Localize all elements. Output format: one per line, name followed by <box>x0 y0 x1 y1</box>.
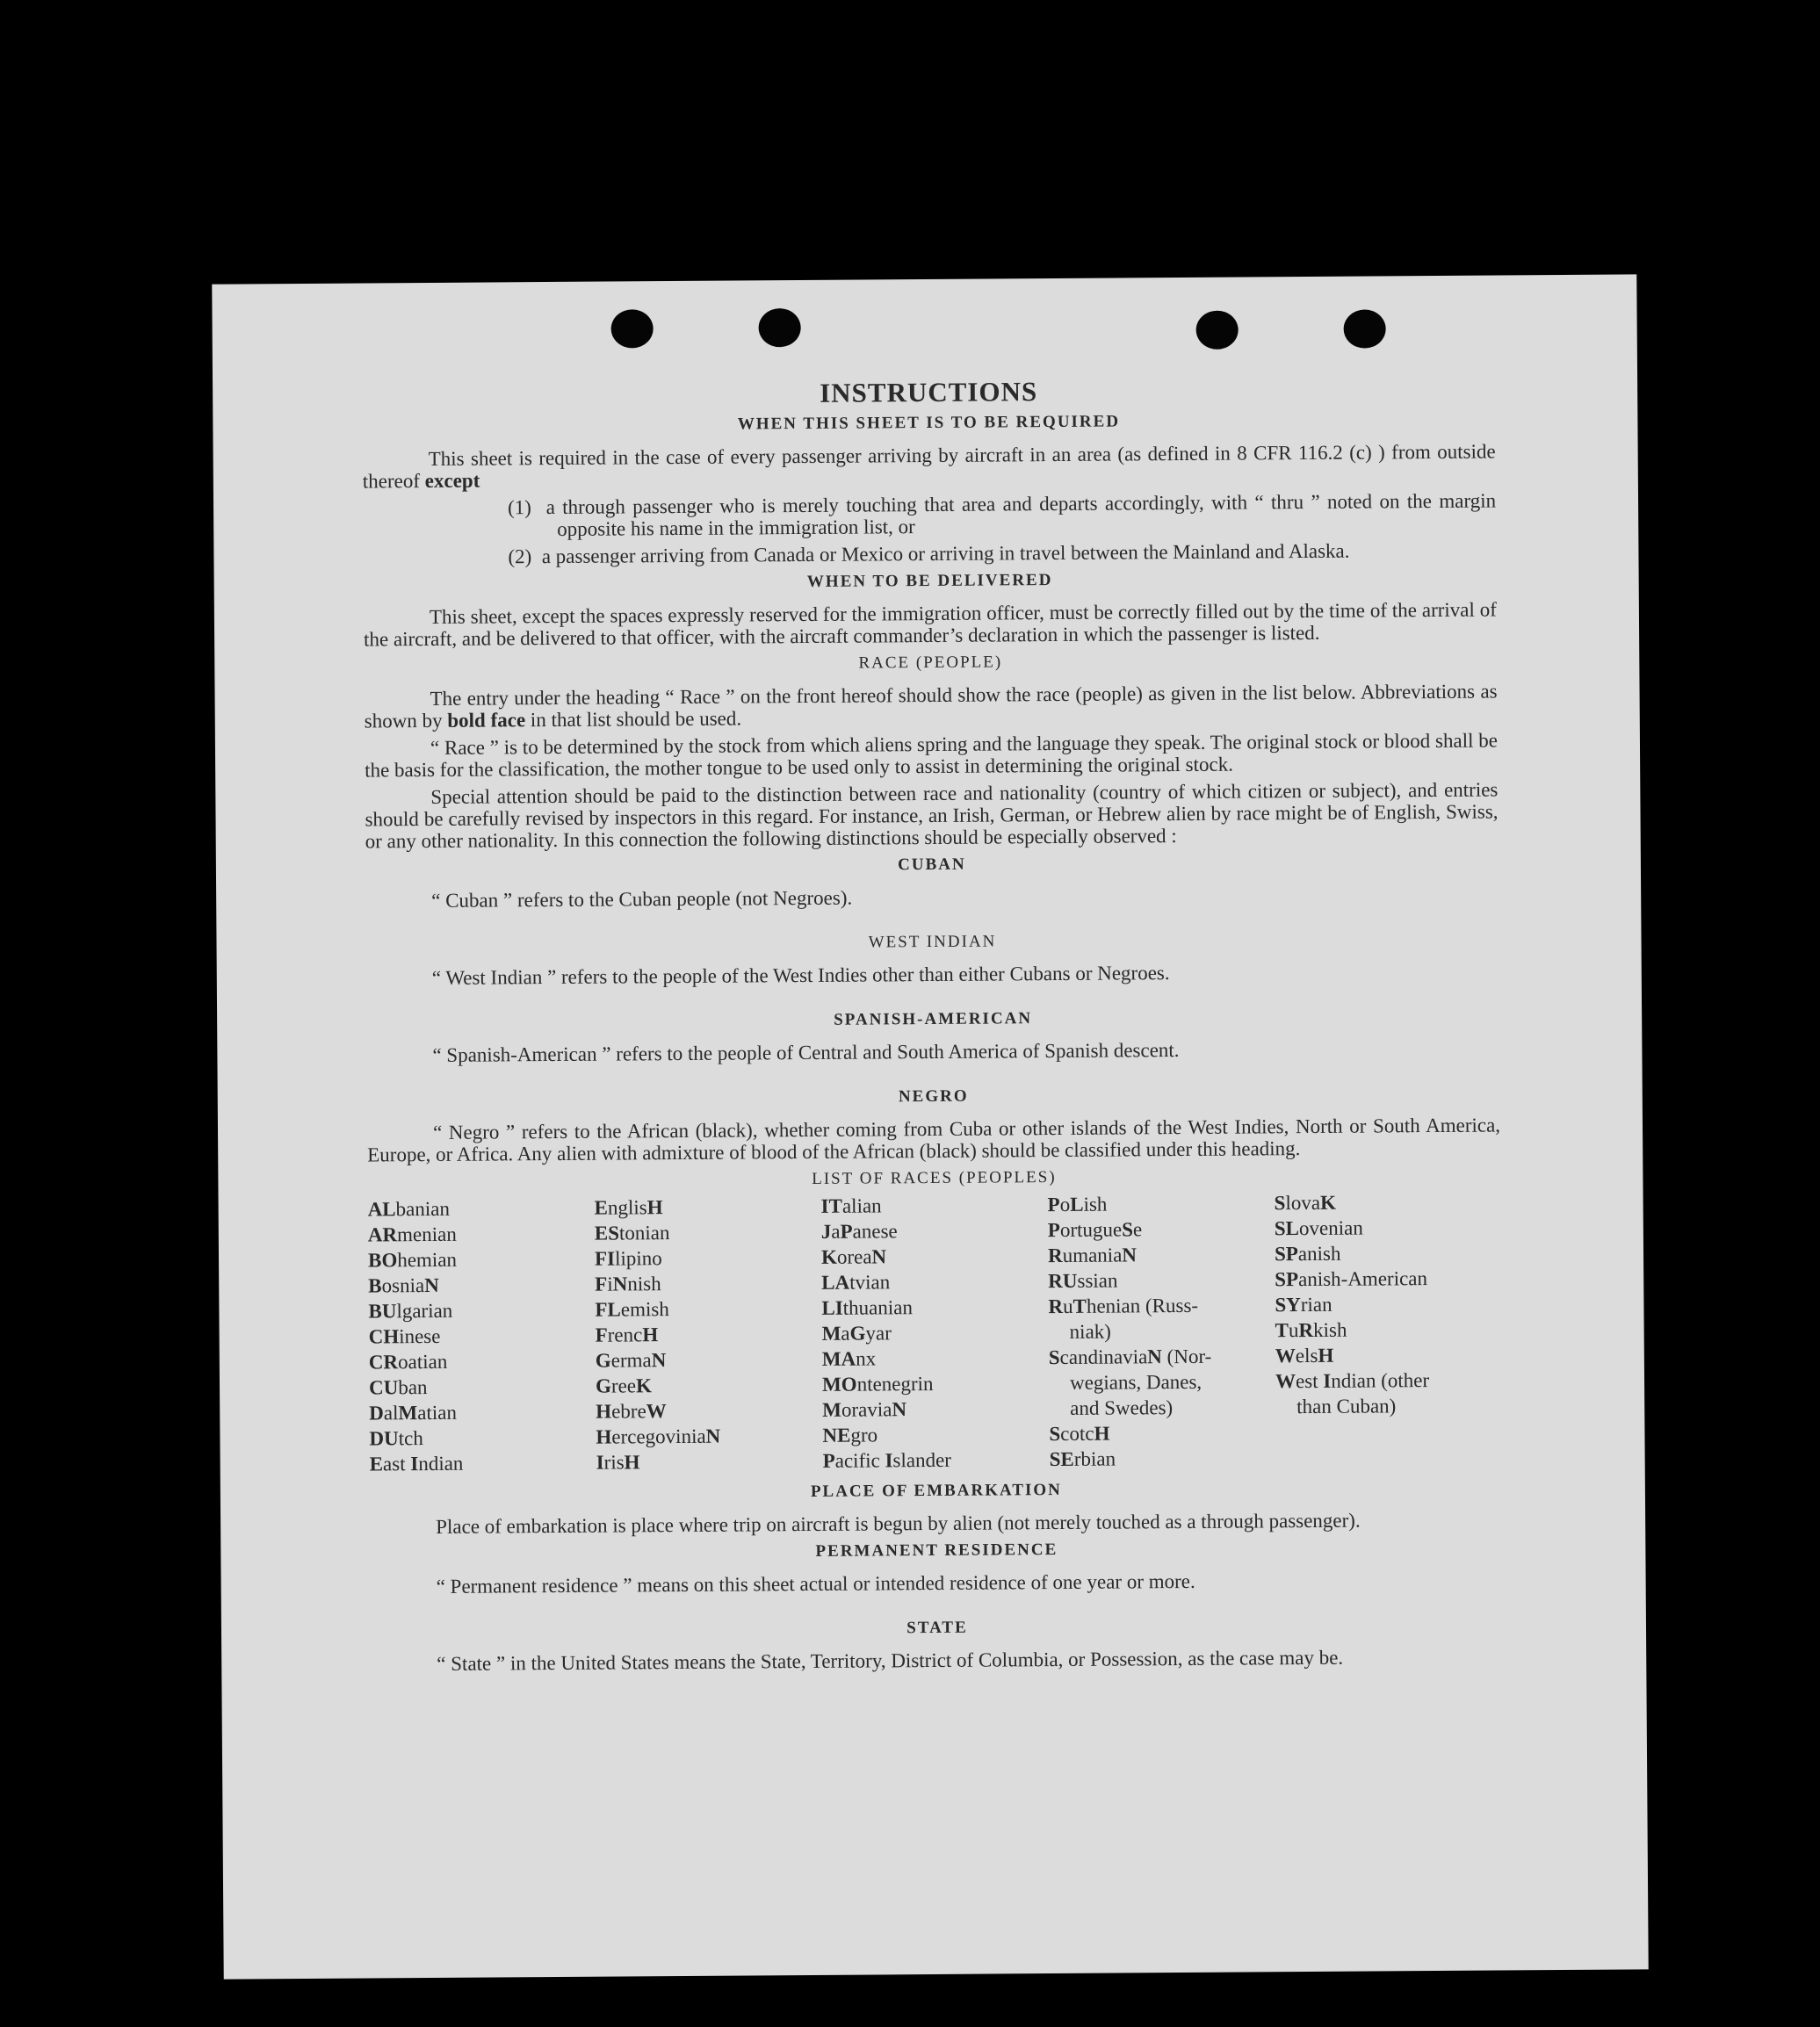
race-entry <box>821 1294 1048 1321</box>
race-abbreviation: SY <box>1275 1294 1301 1316</box>
section-heading: SPANISH-AMERICAN <box>834 1009 1033 1029</box>
race-entry <box>1049 1317 1275 1345</box>
item-text: a through passenger who is merely touching that area and departs accordingly, with “ thru ” noted on the margin opposite his name in the immigration list, or <box>545 489 1497 540</box>
race-abbreviation: P <box>840 1220 853 1243</box>
race-text: anish-American <box>1297 1267 1428 1291</box>
race-entry <box>1048 1266 1275 1294</box>
race-text: ndian <box>418 1452 464 1475</box>
race-entry <box>370 1450 596 1477</box>
race-abbreviation: S <box>1048 1345 1060 1369</box>
race-text: than Cuban) <box>1296 1395 1397 1418</box>
race-abbreviation: IT <box>820 1194 843 1217</box>
race-abbreviation: M <box>398 1402 418 1425</box>
race-entry <box>1275 1392 1502 1419</box>
race-entry <box>368 1195 595 1223</box>
race-abbreviation: ES <box>594 1222 620 1244</box>
race-abbreviation: H <box>624 1451 640 1474</box>
race-abbreviation: N <box>651 1349 667 1372</box>
race-abbreviation: N <box>892 1398 907 1421</box>
section-heading: STATE <box>906 1618 968 1638</box>
race-entry <box>1275 1239 1501 1266</box>
race-abbreviation: I <box>885 1449 893 1472</box>
race-abbreviation: L <box>1070 1193 1084 1215</box>
race-abbreviation: K <box>1319 1191 1336 1214</box>
race-abbreviation: SL <box>1274 1217 1300 1240</box>
race-entry <box>1275 1265 1501 1292</box>
list-item <box>508 538 1496 567</box>
race-entry <box>1275 1214 1501 1241</box>
race-text: nx <box>856 1347 877 1370</box>
race-entry <box>596 1321 822 1348</box>
race-abbreviation: W <box>1275 1345 1296 1367</box>
item-number: (1) <box>507 496 531 519</box>
race-text: niak) <box>1069 1320 1111 1343</box>
race-entry <box>1049 1394 1275 1421</box>
race-text: tvian <box>849 1271 891 1294</box>
race-abbreviation: P <box>1047 1218 1060 1242</box>
race-column <box>1275 1188 1503 1470</box>
race-entry <box>369 1348 596 1375</box>
punch-hole <box>610 309 653 348</box>
race-abbreviation: AR <box>367 1223 398 1246</box>
race-abbreviation: W <box>646 1400 667 1423</box>
race-entry <box>596 1372 822 1399</box>
race-abbreviation: H <box>596 1400 612 1423</box>
race-entry <box>368 1246 595 1273</box>
race-abbreviation: N <box>871 1245 887 1268</box>
race-entry <box>596 1397 822 1425</box>
paragraph: “ Cuban ” refers to the Cuban people (not Negroes). <box>431 886 853 912</box>
race-abbreviation: W <box>1275 1370 1296 1393</box>
race-entry <box>821 1268 1048 1295</box>
race-entry <box>1050 1445 1276 1472</box>
race-text: anish <box>1297 1242 1341 1266</box>
section-heading: RACE (PEOPLE) <box>858 653 1003 673</box>
race-text: nglis <box>607 1196 647 1219</box>
race-abbreviation: I <box>1323 1369 1332 1392</box>
race-abbreviation: N <box>1122 1244 1138 1266</box>
race-abbreviation: P <box>1047 1193 1060 1216</box>
section-heading: WHEN TO BE DELIVERED <box>806 571 1053 591</box>
race-abbreviation: F <box>595 1324 608 1346</box>
race-abbreviation: BU <box>368 1300 397 1323</box>
race-entry <box>595 1270 821 1297</box>
race-text: ish <box>1083 1193 1108 1215</box>
race-text: u <box>1288 1319 1299 1342</box>
race-text: ortugue <box>1059 1218 1123 1241</box>
race-abbreviation: T <box>1275 1319 1289 1342</box>
instructions-content <box>362 377 1504 1680</box>
race-abbreviation: H <box>646 1196 663 1219</box>
race-entry <box>369 1425 596 1452</box>
race-abbreviation: S <box>1049 1422 1061 1446</box>
race-abbreviation: M <box>822 1398 842 1421</box>
race-entry <box>368 1221 595 1248</box>
race-text: candinavia <box>1059 1345 1148 1368</box>
race-abbreviation: N <box>612 1273 628 1295</box>
race-text: a <box>841 1322 850 1345</box>
race-abbreviation: AL <box>367 1198 396 1221</box>
paragraph-text: in that list should be used. <box>530 707 742 732</box>
race-text: menian <box>396 1223 457 1246</box>
race-text: oravia <box>841 1398 892 1421</box>
race-text: ban <box>398 1376 428 1399</box>
race-text: al <box>383 1402 399 1425</box>
race-text: and Swedes) <box>1070 1396 1174 1419</box>
race-entry <box>596 1346 822 1374</box>
race-entry <box>1049 1419 1275 1446</box>
race-text: slander <box>892 1448 952 1472</box>
paragraph: “ Spanish-American ” refers to the people of Central and South America of Spanish descent. <box>432 1039 1180 1066</box>
race-text: cotc <box>1060 1422 1094 1445</box>
race-text: acific <box>834 1449 885 1472</box>
section-heading: WHEN THIS SHEET IS TO BE REQUIRED <box>737 412 1121 434</box>
paragraph <box>363 440 1496 492</box>
race-abbreviation: FL <box>595 1298 621 1321</box>
race-text: atian <box>417 1401 458 1425</box>
race-list <box>368 1188 1503 1476</box>
race-text: ercegovinia <box>611 1425 706 1448</box>
race-abbreviation: MA <box>821 1347 856 1370</box>
paragraph: “ Permanent residence ” means on this sheet actual or intended residence of one year or more. <box>436 1569 1195 1598</box>
race-entry <box>595 1219 821 1246</box>
race-abbreviation: RU <box>1048 1269 1078 1293</box>
paragraph-text: This sheet is required in the case of every passenger arriving by aircraft in an area (as defined in 8 CFR 116.2 (c) ) from outside thereof <box>362 440 1496 493</box>
race-abbreviation: NE <box>822 1424 851 1446</box>
race-entry <box>821 1243 1048 1270</box>
punch-hole <box>1344 309 1386 348</box>
race-entry <box>1048 1241 1275 1268</box>
race-abbreviation: M <box>821 1322 841 1345</box>
race-abbreviation: N <box>424 1273 439 1297</box>
race-abbreviation: SP <box>1275 1268 1299 1291</box>
document-sheet <box>212 274 1648 1979</box>
race-column <box>368 1195 596 1477</box>
race-column <box>595 1194 823 1475</box>
race-text: osnia <box>381 1274 425 1297</box>
section-heading: WEST INDIAN <box>868 932 997 952</box>
race-abbreviation: J <box>820 1220 832 1243</box>
race-abbreviation: FI <box>594 1247 616 1270</box>
race-abbreviation: I <box>410 1453 419 1475</box>
race-abbreviation: CU <box>368 1376 399 1399</box>
section-heading: PLACE OF EMBARKATION <box>810 1480 1062 1501</box>
race-text: ree <box>610 1374 637 1397</box>
race-abbreviation: N <box>705 1425 721 1447</box>
race-text: lgarian <box>396 1299 453 1323</box>
section-heading: PERMANENT RESIDENCE <box>815 1540 1058 1561</box>
race-text: oatian <box>398 1350 448 1374</box>
race-text: a <box>831 1220 841 1243</box>
race-abbreviation: P <box>822 1449 835 1472</box>
race-abbreviation: S <box>1274 1192 1286 1215</box>
emphasis-text: bold face <box>447 709 526 732</box>
section-heading: CUBAN <box>898 855 966 875</box>
paragraph: Place of embarkation is place where trip on aircraft is begun by alien (not merely touched as a through passenger). <box>436 1509 1361 1538</box>
race-entry <box>369 1374 596 1401</box>
race-entry <box>821 1192 1048 1219</box>
race-abbreviation: CR <box>368 1351 399 1374</box>
list-item <box>508 489 1496 540</box>
race-abbreviation: R <box>1048 1295 1064 1318</box>
race-abbreviation: R <box>1047 1244 1063 1267</box>
race-text: henian (Russ- <box>1086 1294 1199 1317</box>
page-title: INSTRUCTIONS <box>820 376 1038 408</box>
race-text: ris <box>603 1451 625 1474</box>
race-entry <box>823 1446 1050 1474</box>
race-text: emish <box>620 1298 669 1321</box>
race-entry <box>1048 1190 1275 1217</box>
race-text: thuanian <box>842 1296 914 1319</box>
race-text: gro <box>850 1424 878 1446</box>
race-text: alian <box>841 1194 882 1217</box>
race-abbreviation: K <box>820 1245 838 1268</box>
race-abbreviation: D <box>369 1402 384 1425</box>
race-text: orea <box>836 1245 872 1268</box>
race-entry <box>595 1244 821 1272</box>
race-text: wegians, Danes, <box>1069 1370 1202 1394</box>
race-abbreviation: SE <box>1049 1447 1074 1471</box>
race-text: anese <box>852 1220 898 1243</box>
race-text: ast <box>382 1453 411 1475</box>
race-text: ebre <box>611 1400 646 1423</box>
paragraph: This sheet, except the spaces expressly reserved for the immigration officer, must be correctly filled out by the time of the arrival of the aircraft, and be delivered to that officer, with the aircraft commander’s declaration in which the passenger is listed. <box>364 598 1497 651</box>
race-text: erma <box>610 1349 652 1372</box>
race-abbreviation: H <box>642 1324 659 1346</box>
race-text: (Nor- <box>1161 1345 1212 1368</box>
race-abbreviation: LI <box>821 1296 843 1319</box>
race-abbreviation: F <box>595 1273 608 1295</box>
race-abbreviation: BO <box>367 1249 398 1272</box>
race-entry <box>1049 1368 1275 1396</box>
race-entry <box>596 1448 823 1475</box>
race-entry <box>822 1345 1049 1372</box>
race-abbreviation: MO <box>821 1373 857 1396</box>
race-abbreviation: H <box>1318 1344 1334 1367</box>
race-entry <box>1048 1292 1275 1319</box>
race-text: ssian <box>1077 1269 1118 1292</box>
item-number: (2) <box>508 545 532 568</box>
race-text: e <box>1132 1218 1143 1241</box>
race-abbreviation: H <box>1094 1422 1110 1445</box>
race-text: lova <box>1285 1191 1321 1215</box>
race-entry <box>1275 1367 1502 1394</box>
emphasis-text: except <box>424 469 480 492</box>
race-text: est <box>1295 1369 1324 1393</box>
paragraph <box>364 680 1497 732</box>
race-entry <box>1275 1188 1501 1215</box>
race-entry <box>369 1399 596 1426</box>
punch-hole <box>1196 311 1239 350</box>
race-entry <box>368 1272 595 1299</box>
race-abbreviation: CH <box>368 1325 400 1348</box>
paragraph: Special attention should be paid to the distinction between race and nationality (country of which citizen or subject), and entries should be carefully revised by inspectors in this regard. For instance, an Irish, German, or Hebrew alien by race might be of English, Swiss, or any other nationality. In this connection the following distinctions should be especially observed : <box>365 778 1499 853</box>
race-entry <box>1275 1341 1502 1368</box>
race-entry <box>1049 1343 1275 1370</box>
race-text: u <box>1062 1295 1073 1317</box>
race-entry <box>821 1217 1048 1244</box>
race-abbreviation: N <box>1147 1345 1162 1368</box>
race-text: inese <box>399 1324 441 1348</box>
race-text: hemian <box>397 1248 458 1272</box>
race-entry <box>1275 1316 1502 1343</box>
race-column <box>821 1192 1050 1474</box>
paragraph: “ State ” in the United States means the State, Territory, District of Columbia, or Possession, as the case may be. <box>437 1646 1344 1675</box>
race-abbreviation: G <box>595 1349 611 1372</box>
race-entry <box>1275 1290 1501 1317</box>
item-text: a passenger arriving from Canada or Mexico or arriving in travel between the Mainland and Alaska. <box>541 539 1350 568</box>
race-entry <box>822 1421 1049 1448</box>
race-text: o <box>1059 1193 1071 1215</box>
race-text: els <box>1295 1344 1318 1367</box>
race-text: rian <box>1300 1293 1332 1316</box>
race-entry <box>1048 1215 1275 1243</box>
race-abbreviation: G <box>849 1322 866 1345</box>
race-entry <box>596 1423 822 1450</box>
paragraph: “ West Indian ” refers to the people of the West Indies other than either Cubans or Negroes. <box>431 962 1170 989</box>
race-entry <box>822 1396 1049 1423</box>
race-abbreviation: H <box>596 1425 612 1448</box>
race-text: tch <box>398 1427 423 1450</box>
race-abbreviation: DU <box>369 1427 399 1450</box>
race-abbreviation: B <box>368 1274 382 1297</box>
paragraph: “ Negro ” refers to the African (black), whether coming from Cuba or other islands of the West Indies, North or South America, Europe, or Africa. Any alien with admixture of blood of the African (black) should be classified under this heading. <box>367 1114 1501 1166</box>
race-entry <box>595 1194 821 1221</box>
race-entry <box>369 1323 596 1350</box>
race-abbreviation: I <box>596 1451 604 1474</box>
race-abbreviation: E <box>594 1196 609 1219</box>
race-text: lipino <box>614 1247 662 1270</box>
race-abbreviation: G <box>595 1374 612 1397</box>
race-abbreviation: E <box>369 1453 384 1475</box>
paragraph-text: The entry under the heading “ Race ” on the front hereof should show the race (people) as given in the list below. Abbreviations as shown by <box>364 680 1498 732</box>
race-text: yar <box>865 1322 892 1345</box>
race-abbreviation: S <box>1122 1218 1134 1241</box>
race-abbreviation: K <box>635 1374 652 1397</box>
race-entry <box>822 1319 1049 1346</box>
section-heading: LIST OF RACES (PEOPLES) <box>812 1167 1057 1188</box>
race-text: nish <box>627 1273 661 1295</box>
race-text: banian <box>395 1197 450 1221</box>
race-column <box>1048 1190 1276 1472</box>
section-heading: NEGRO <box>898 1086 969 1107</box>
race-text: i <box>607 1273 613 1295</box>
race-entry <box>822 1370 1049 1397</box>
race-entry <box>595 1295 821 1323</box>
race-abbreviation: SP <box>1274 1243 1298 1266</box>
paragraph: “ Race ” is to be determined by the stock from which aliens spring and the language they speak. The original stock or blood shall be the basis for the classification, the mother tongue to be used only to assist in determining the original stock. <box>365 729 1499 782</box>
race-text: umania <box>1062 1244 1123 1266</box>
punch-hole <box>758 308 800 347</box>
race-text: tonian <box>618 1222 670 1244</box>
race-text: ntenegrin <box>856 1372 934 1396</box>
race-text: kish <box>1313 1318 1347 1341</box>
race-abbreviation: LA <box>821 1271 850 1294</box>
race-text: ovenian <box>1298 1216 1363 1240</box>
race-entry <box>368 1297 595 1324</box>
race-text: rbian <box>1073 1447 1116 1470</box>
race-text: renc <box>607 1324 643 1346</box>
race-abbreviation: R <box>1298 1318 1314 1342</box>
race-abbreviation: T <box>1072 1295 1087 1317</box>
race-text: ndian (other <box>1331 1369 1430 1392</box>
